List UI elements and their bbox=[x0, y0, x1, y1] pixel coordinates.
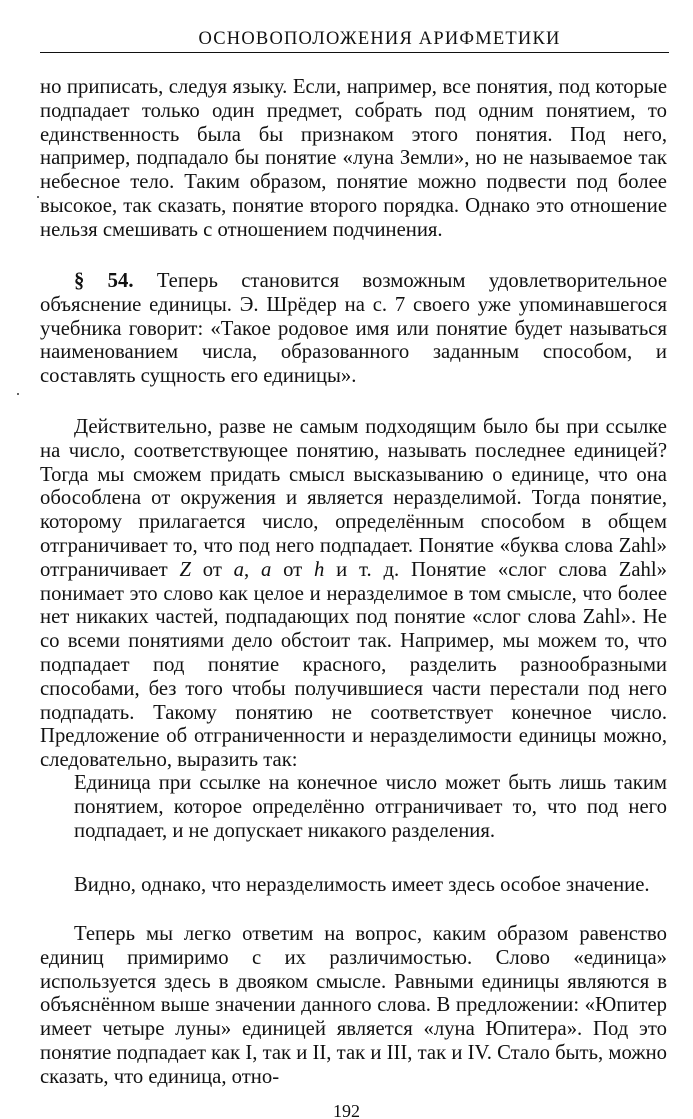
paragraph-part: , bbox=[244, 558, 261, 581]
paragraph-body: Теперь становится возможным удовлетворительное объяснение единицы. Э. Шрёдер на с. 7 своего уже упоминавшегося учебника говорит: «Такое родовое имя или понятие будет называться наименованием числа, образованного заданным способом, и составлять сущность его единицы». bbox=[40, 270, 667, 388]
paragraph-continuation bbox=[40, 76, 667, 243]
paragraph-text bbox=[40, 270, 667, 389]
paragraph-part: от bbox=[190, 558, 234, 581]
section-54-paragraph bbox=[40, 270, 667, 389]
paragraph-final bbox=[40, 923, 667, 1090]
italic-letter: h bbox=[314, 558, 325, 581]
running-header bbox=[40, 28, 669, 53]
italic-letter: Z bbox=[179, 558, 191, 581]
scan-speck bbox=[17, 393, 19, 395]
paragraph-text: Видно, однако, что неразделимость имеет здесь особое значение. bbox=[74, 874, 650, 896]
quotation-block bbox=[74, 772, 667, 843]
page-number: 192 bbox=[333, 1101, 360, 1119]
scan-speck bbox=[37, 196, 39, 198]
italic-letter: a bbox=[233, 558, 244, 581]
paragraph-text: но приписать, следуя языку. Если, например, все понятия, под которые подпадает только один предмет, собрать под одним понятием, то единственность была бы признаком этого понятия. Под него, например, подпадало бы понятие «луна Земли», но не называемое так небесное тело. Таким образом, понятие можно подвести под более высокое, так сказать, понятие второго порядка. Однако это отношение нельзя смешивать с отношением подчинения. bbox=[40, 76, 667, 241]
paragraph-note bbox=[40, 874, 667, 898]
paragraph-part: от bbox=[271, 558, 315, 581]
quotation-text: Единица при ссылке на конечное число может быть лишь таким понятием, которое определённо отграничивает то, что под него подпадает, и не допускает никакого разделения. bbox=[74, 772, 667, 842]
paragraph-main bbox=[40, 416, 667, 773]
paragraph-part: Действительно, разве не самым подходящим было бы при ссылке на число, соответствующее понятию, называть последнее единицей? Тогда мы сможем придать смысл высказыванию о единице, что она обособлена от окружения и является неразделимой. Тогда понятие, которому прилагается число, определённым способом в общем отграничивает то, что под него подпадает. Понятие «буква слова Zahl» отграничивает bbox=[40, 416, 667, 581]
section-number: § 54. bbox=[74, 270, 134, 292]
paragraph-text: Теперь мы легко ответим на вопрос, каким образом равенство единиц примиримо с их различимостью. Слово «единица» используется здесь в двояком смысле. Равными единицы являются в объяснённом выше значении данного слова. В предложении: «Юпитер имеет четыре луны» единицей является «луна Юпитера». Под это понятие подпадает как I, так и II, так и III, так и IV. Стало быть, можно сказать, что единица, отно- bbox=[40, 923, 667, 1088]
paragraph-text bbox=[40, 416, 667, 773]
paragraph-part: и т. д. Понятие «слог слова Zahl» понимает это слово как целое и неразделимое в том смысле, что более нет никаких частей, подпадающих под понятие «слог слова Zahl». Не со всеми понятиями дело обстоит так. Например, мы можем то, что подпадает под понятие красного, разделить разнообразными способами, без того чтобы получившиеся части перестали под него подпадать. Такому понятию не соответствует конечное число. Предложение об отграниченности и неразделимости единицы можно, следовательно, выразить так: bbox=[40, 558, 667, 772]
italic-letter: a bbox=[260, 558, 272, 581]
running-title: ОСНОВОПОЛОЖЕНИЯ АРИФМЕТИКИ bbox=[198, 29, 561, 49]
